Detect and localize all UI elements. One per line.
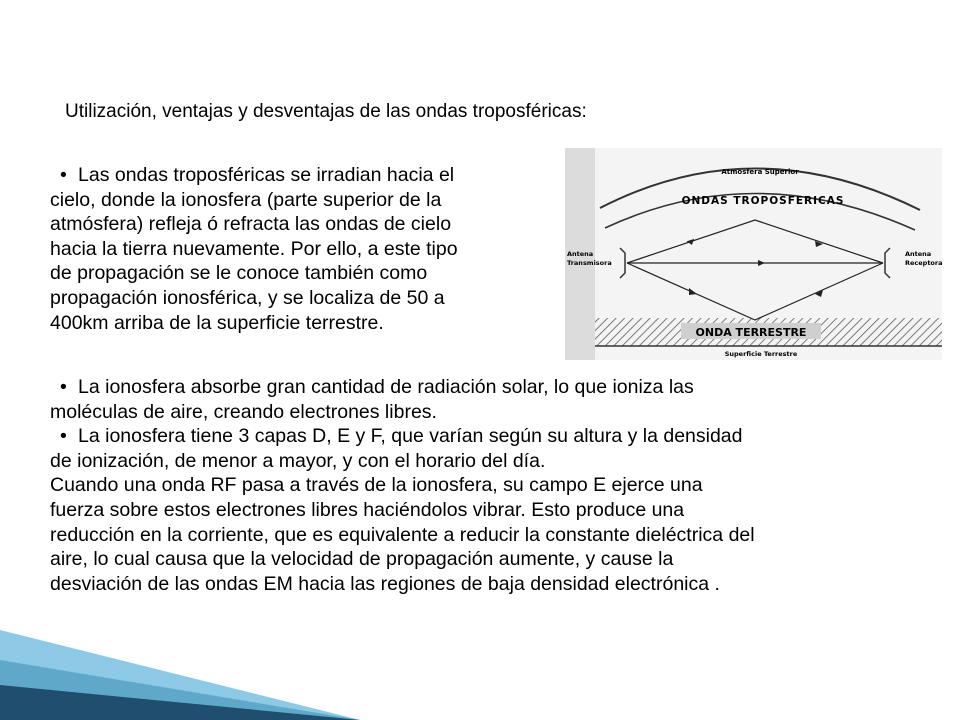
tropo-waves-label: ONDAS TROPOSFERICAS: [681, 195, 845, 207]
atmosphere-label: Atmosfera Superior: [721, 168, 799, 176]
paragraph-line: • Las ondas troposféricas se irradian hacia el: [50, 163, 458, 188]
paragraph-line: reducción en la corriente, que es equivalente a reducir la constante dieléctrica del: [50, 523, 755, 546]
paragraph-line: aire, lo cual causa que la velocidad de propagación aumente, y cause la: [50, 548, 674, 571]
paragraph-line: cielo, donde la ionosfera (parte superior de la: [50, 188, 442, 211]
slide-title: Utilización, ventajas y desventajas de las ondas troposféricas:: [65, 101, 587, 122]
bullet: •: [60, 425, 67, 448]
tropospheric-wave-diagram: [565, 148, 942, 360]
paragraph-troposferic-waves: [50, 163, 458, 335]
ground-wave-label: ONDA TERRESTRE: [695, 326, 807, 339]
rx-label-1: Antena: [905, 250, 932, 258]
paragraph-line: • La ionosfera tiene 3 capas D, E y F, que varían según su altura y la densidad: [50, 424, 755, 449]
paragraph-line: de propagación se le conoce también como: [50, 262, 428, 285]
paragraph-line: moléculas de aire, creando electrones libres.: [50, 400, 437, 423]
paragraph-line: • La ionosfera absorbe gran cantidad de radiación solar, lo que ioniza las: [50, 375, 755, 400]
paragraph-line: desviación de las ondas EM hacia las regiones de baja densidad electrónica .: [50, 572, 720, 595]
tx-label-2: Transmisora: [567, 259, 612, 267]
paragraph-line: propagación ionosférica, y se localiza de 50 a: [50, 286, 445, 309]
decorative-corner-swoosh: [0, 630, 360, 720]
paragraph-line: Cuando una onda RF pasa a través de la ionosfera, su campo E ejerce una: [50, 474, 703, 497]
bullet: •: [60, 376, 67, 398]
paragraph-line: de ionización, de menor a mayor, y con el horario del día.: [50, 449, 546, 472]
bullet: •: [60, 164, 67, 186]
surface-label: Superficie Terrestre: [724, 350, 798, 358]
paragraph-line: atmósfera) refleja ó refracta las ondas de cielo: [50, 213, 452, 236]
tx-label-1: Antena: [567, 250, 594, 258]
paragraph-ionosphere: [50, 375, 755, 596]
paragraph-line: fuerza sobre estos electrones libres haciéndolos vibrar. Esto produce una: [50, 498, 685, 521]
rx-label-2: Receptora: [905, 259, 942, 267]
paragraph-line: 400km arriba de la superficie terrestre.: [50, 311, 384, 334]
paragraph-line: hacia la tierra nuevamente. Por ello, a este tipo: [50, 237, 458, 260]
